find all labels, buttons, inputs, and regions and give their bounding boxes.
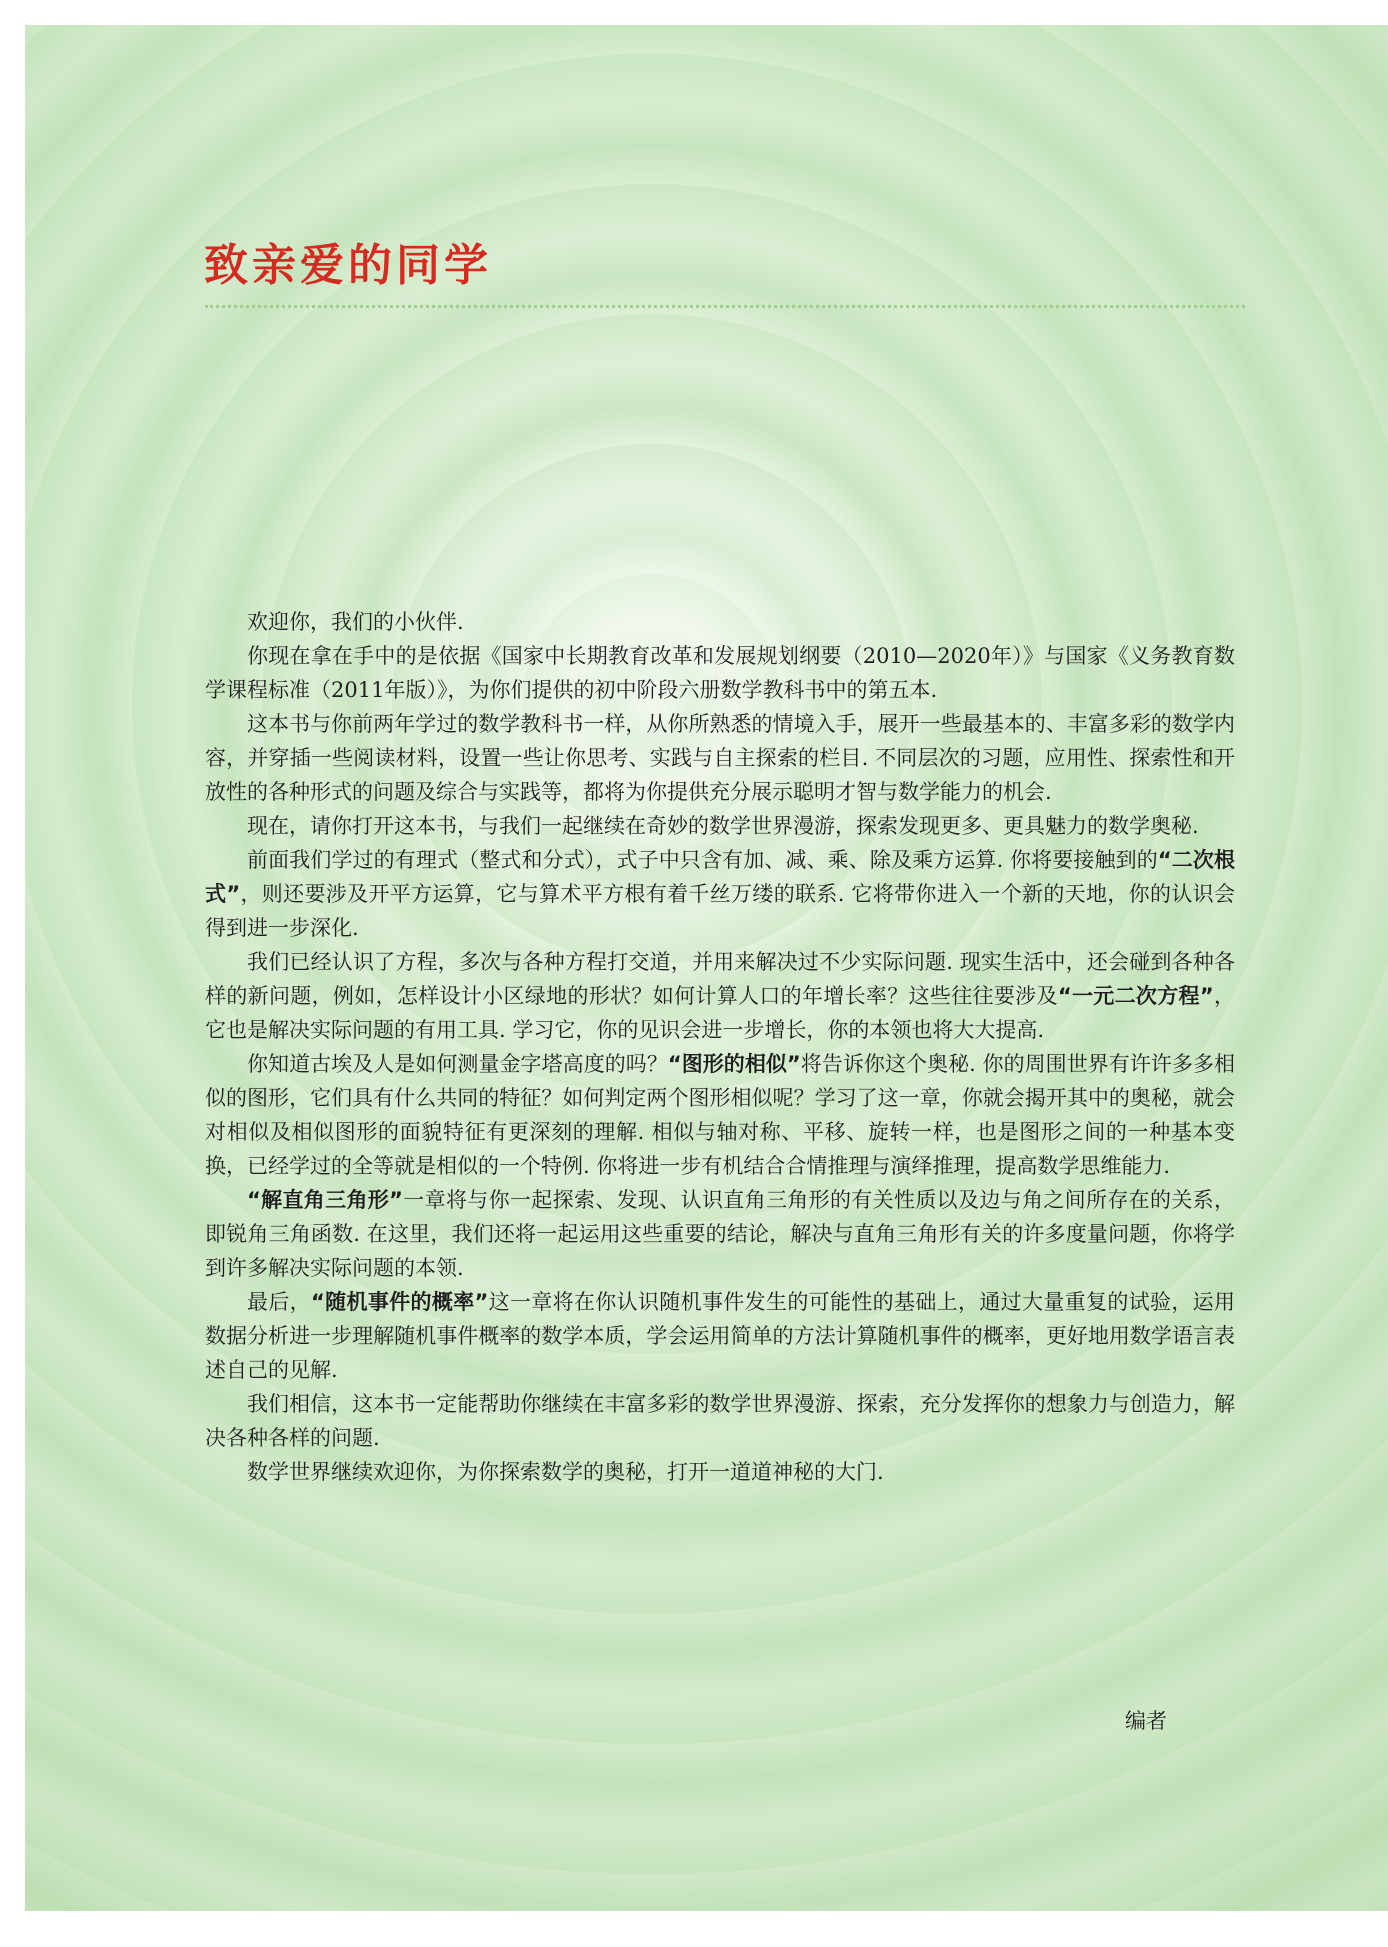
signature: 编者 xyxy=(1125,1709,1167,1733)
paragraph-text: 现在，请你打开这本书，与我们一起继续在奇妙的数学世界漫游，探索发现更多、更具魅力的数学奥秘. xyxy=(247,814,1199,838)
title-divider xyxy=(205,305,1245,308)
paragraph-text: 我们相信，这本书一定能帮助你继续在丰富多彩的数学世界漫游、探索，充分发挥你的想象力与创造力，解决各种各样的问题. xyxy=(205,1392,1235,1450)
paragraph-1 xyxy=(205,605,1235,639)
highlighted-term: “二次根式” xyxy=(205,848,1235,906)
paragraph-9 xyxy=(205,1285,1235,1387)
paragraph-text: 一章将与你一起探索、发现、认识直角三角形的有关性质以及边与角之间所存在的关系，即锐角三角函数. 在这里，我们还将一起运用这些重要的结论，解决与直角三角形有关的许多度量问题，你将学到许多解决实际问题的本领. xyxy=(205,1188,1235,1280)
paragraph-8 xyxy=(205,1183,1235,1285)
paragraph-text: 这本书与你前两年学过的数学教科书一样，从你所熟悉的情境入手，展开一些最基本的、丰富多彩的数学内容，并穿插一些阅读材料，设置一些让你思考、实践与自主探索的栏目. 不同层次的习题，应用性、探索性和开放性的各种形式的问题及综合与实践等，都将为你提供充分展示聪明才智与数学能力的机会. xyxy=(205,712,1235,804)
paragraph-text: 这一章将在你认识随机事件发生的可能性的基础上，通过大量重复的试验，运用数据分析进一步理解随机事件概率的数学本质，学会运用简单的方法计算随机事件的概率，更好地用数学语言表述自己的见解. xyxy=(205,1290,1236,1382)
paragraph-7 xyxy=(205,1047,1235,1183)
paragraph-2 xyxy=(205,639,1235,707)
paragraph-text: 前面我们学过的有理式（整式和分式），式子中只含有加、减、乘、除及乘方运算. 你将要接触到的 xyxy=(247,848,1158,872)
highlighted-term: “图形的相似” xyxy=(667,1052,801,1076)
paragraph-10 xyxy=(205,1387,1235,1455)
paragraph-text: 我们已经认识了方程，多次与各种方程打交道，并用来解决过不少实际问题. 现实生活中，还会碰到各种各样的新问题，例如，怎样设计小区绿地的形状？如何计算人口的年增长率？这些往往要涉及 xyxy=(205,950,1235,1008)
paragraph-text: 你知道古埃及人是如何测量金字塔高度的吗？ xyxy=(247,1052,668,1076)
paragraph-text: 欢迎你，我们的小伙伴. xyxy=(247,610,464,634)
paragraph-text: ，它也是解决实际问题的有用工具. 学习它，你的见识会进一步增长，你的本领也将大大提高. xyxy=(205,984,1236,1042)
paragraph-11 xyxy=(205,1455,1235,1489)
page xyxy=(25,25,1388,1911)
paragraph-text: ，则还要涉及开平方运算，它与算术平方根有着千丝万缕的联系. 它将带你进入一个新的天地，你的认识会得到进一步深化. xyxy=(205,882,1235,940)
paragraph-text: 数学世界继续欢迎你，为你探索数学的奥秘，打开一道道神秘的大门. xyxy=(247,1460,884,1484)
paragraph-6 xyxy=(205,945,1235,1047)
paragraph-4 xyxy=(205,809,1235,843)
paragraph-text: 将告诉你这个奥秘. 你的周围世界有许许多多相似的图形，它们具有什么共同的特征？如何判定两个图形相似呢？学习了这一章，你就会揭开其中的奥秘，就会对相似及相似图形的面貌特征有更深刻的理解. 相似与轴对称、平移、旋转一样，也是图形之间的一种基本变换，已经学过的全等就是相似的一个特例. 你将进一步有机结合合情推理与演绎推理，提高数学思维能力. xyxy=(205,1052,1236,1178)
paragraph-text: 最后， xyxy=(247,1290,312,1314)
highlighted-term: “随机事件的概率” xyxy=(311,1290,489,1314)
paragraph-5 xyxy=(205,843,1235,945)
letter-body xyxy=(205,605,1235,1489)
paragraph-text: 你现在拿在手中的是依据《国家中长期教育改革和发展规划纲要（2010—2020年）》与国家《义务教育数学课程标准（2011年版）》，为你们提供的初中阶段六册数学教科书中的第五本. xyxy=(205,644,1235,702)
page-title: 致亲爱的同学 xyxy=(204,240,492,291)
highlighted-term: “解直角三角形” xyxy=(247,1188,403,1212)
paragraph-3 xyxy=(205,707,1235,809)
highlighted-term: “一元二次方程” xyxy=(1057,984,1214,1008)
